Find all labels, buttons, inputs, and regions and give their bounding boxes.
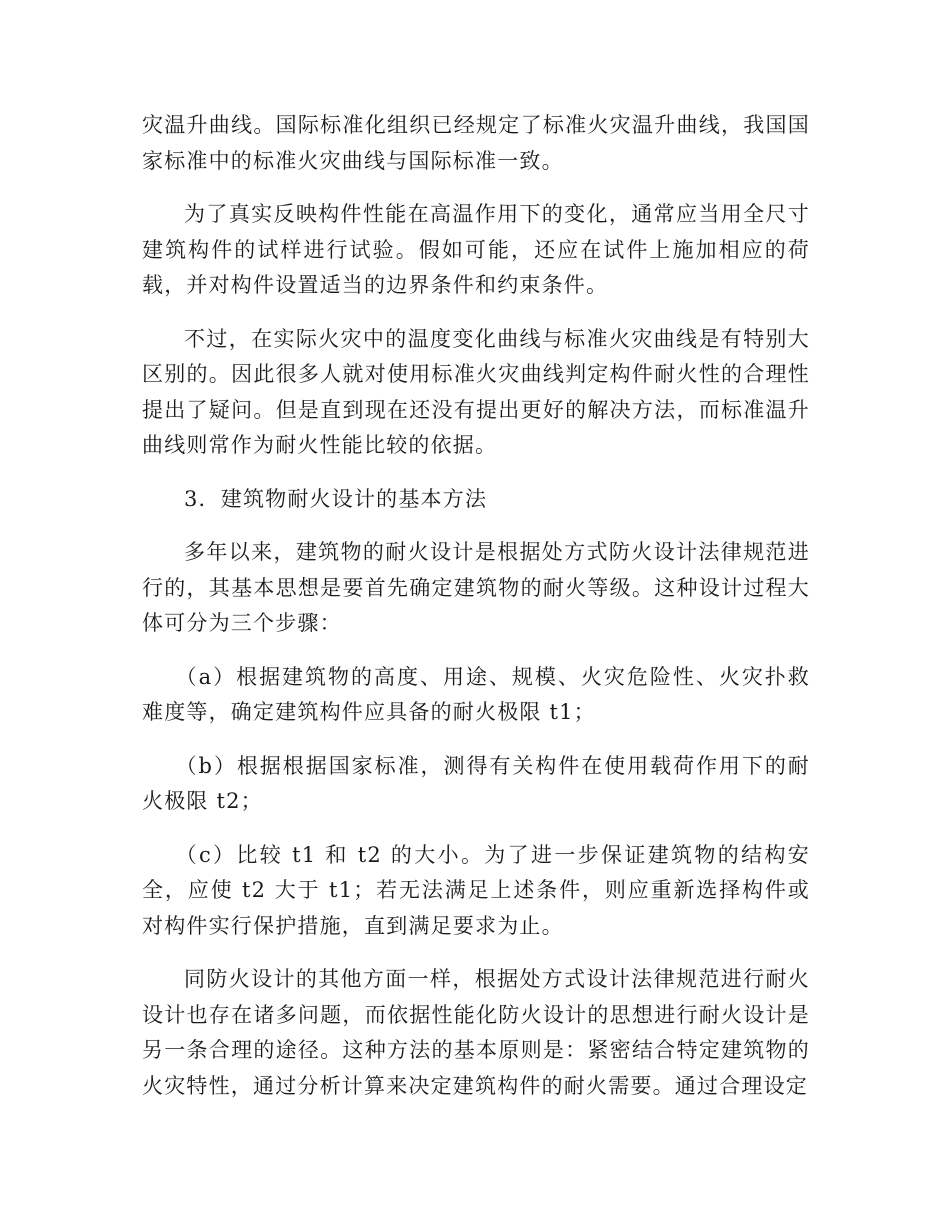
paragraph-full-scale-testing: 为了真实反映构件性能在高温作用下的变化，通常应当用全尺寸建筑构件的试样进行试验。假如可能，还应在试件上施加相应的荷载，并对构件设置适当的边界条件和约束条件。 (142, 202, 810, 297)
paragraph-performance-based-design: 同防火设计的其他方面一样，根据处方式设计法律规范进行耐火设计也存在诸多问题，而依据性能化防火设计的思想进行耐火设计是另一条合理的途径。这种方法的基本原则是：紧密结合特定建筑物的火灾特性，通过分析计算来决定建筑构件的耐火需要。通过合理设定 (142, 967, 810, 1098)
list-item-step-c: （c）比较 t1 和 t2 的大小。为了进一步保证建筑物的结构安全，应使 t2 大于 t1；若无法满足上述条件，则应重新选择构件或对构件实行保护措施，直到满足要求为止。 (142, 842, 810, 938)
paragraph-design-steps-intro: 多年以来，建筑物的耐火设计是根据处方式防火设计法律规范进行的，其基本思想是要首先确定建筑物的耐火等级。这种设计过程大体可分为三个步骤： (142, 540, 810, 635)
paragraph-fire-curve-intro: 灾温升曲线。国际标准化组织已经规定了标准火灾温升曲线，我国国家标准中的标准火灾曲线与国际标准一致。 (142, 113, 810, 173)
paragraph-real-fire-difference: 不过，在实际火灾中的温度变化曲线与标准火灾曲线是有特别大区别的。因此很多人就对使用标准火灾曲线判定构件耐火性的合理性提出了疑问。但是直到现在还没有提出更好的解决方法，而标准温升曲线则常作为耐火性能比较的依据。 (142, 326, 810, 457)
document-body (142, 108, 810, 1122)
section-heading-fire-resistance-design: 3．建筑物耐火设计的基本方法 (184, 486, 488, 511)
list-item-step-b: （b）根据根据国家标准，测得有关构件在使用载荷作用下的耐火极限 t2； (142, 753, 810, 813)
list-item-step-a: （a）根据建筑物的高度、用途、规模、火灾危险性、火灾扑救难度等，确定建筑构件应具备的耐火极限 t1； (142, 664, 810, 724)
